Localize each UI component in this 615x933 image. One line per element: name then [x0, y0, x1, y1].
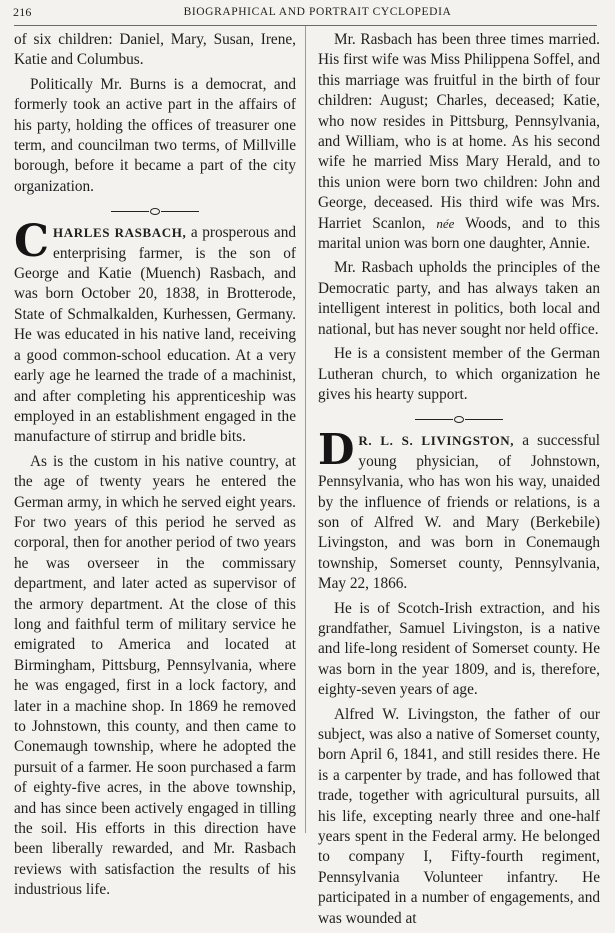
paragraph-burns-politics: Politically Mr. Burns is a democrat, and formerly took an active part in the affairs of his party, holding the offices of treasurer one term, and councilman two terms, of Millville borough, before it became a part of the city organization.	[14, 75, 296, 195]
marriages-text-b: Woods, and to this marital union was born one daughter, Annie.	[318, 214, 601, 253]
page-number: 216	[13, 5, 32, 19]
biography-livingston-text: a successful young physician, of Johnstown, Pennsylvania, who has won his way, unaided by the influence of friends or relations, is a son of Alfred W. and Mary (Berkebile) Livingston, and was born in Conemaugh township, Somerset county, Pennsylvania, May 22, 1866.	[318, 432, 600, 593]
running-title: BIOGRAPHICAL AND PORTRAIT CYCLOPEDIA	[183, 6, 452, 18]
separator-knot-icon	[150, 208, 160, 215]
separator-rule-right	[465, 419, 503, 421]
column-divider	[305, 26, 306, 833]
section-separator-ornament	[318, 410, 600, 428]
paragraph-rasbach-church: He is a consistent member of the German Lutheran church, to which organization he gives his hearty support.	[318, 345, 600, 403]
page-header	[0, 0, 615, 26]
marriages-text-a: Mr. Rasbach has been three times married. His first wife was Miss Philippena Soffel, and this marriage was fruitful in the birth of four children: August; Charles, deceased; Katie, who now resides in Pittsburg, Pennsylvania, and William, who is at home. As his second wife he married Miss Mary Herald, and to this union were born two children: John and George, deceased. His third wife was Mrs. Harriet Scanlon,	[318, 31, 600, 232]
paragraph-livingston-ancestry: He is of Scotch-Irish extraction, and his grandfather, Samuel Livingston, is a native and life-long resident of Somerset county. He was born in the year 1809, and is, therefore, eighty-seven years of age.	[318, 599, 600, 699]
right-column	[318, 30, 600, 933]
section-separator-ornament	[14, 202, 296, 220]
paragraph-rasbach-marriages	[318, 30, 600, 254]
paragraph-children-list: of six children: Daniel, Mary, Susan, Irene, Katie and Columbus.	[14, 31, 296, 69]
separator-rule-left	[415, 419, 453, 421]
separator-rule-right	[161, 211, 199, 213]
nee-italic: née	[436, 215, 455, 231]
separator-rule-left	[111, 211, 149, 213]
drop-cap-c: C	[14, 216, 50, 268]
drop-cap-d: D	[318, 425, 355, 475]
separator-knot-icon	[454, 416, 464, 423]
biography-rasbach-text: a prosperous and enterprising farmer, is the son of George and Katie (Muench) Rasbach, and was born October 20, 1838, in Brotterode, State of Schmalkalden, Kurhessen, Germany. He was educated in his native land, receiving a good common-school education. At a very early age he learned the trade of a machinist, and after completing his apprenticeship was employed in an establishment engaged in the manufacture of stirrup and bridle bits.	[14, 224, 296, 446]
biography-livingston-intro	[318, 425, 600, 594]
left-column	[14, 30, 296, 905]
biography-rasbach-intro	[14, 216, 296, 447]
paragraph-livingston-father: Alfred W. Livingston, the father of our subject, was also a native of Somerset county, born April 6, 1841, and still resides there. He is a carpenter by trade, and has followed that trade, together with agricultural pursuits, all his life, excepting nearly three and one-half years spent in the Federal army. He belonged to company I, Fifty-fourth regiment, Pennsylvania Volunteer infantry. He participated in a number of engagements, and was wounded at	[318, 705, 600, 927]
paragraph-rasbach-politics: Mr. Rasbach upholds the principles of the Democratic party, and has always taken an intelligent interest in politics, both local and national, but has never sought nor held office.	[318, 259, 600, 338]
subject-name-livingston: R. L. S. LIVINGSTON,	[358, 433, 515, 449]
paragraph-rasbach-military: As is the custom in his native country, at the age of twenty years he entered the German army, in which he served eight years. For two years of this period he served as corporal, then for another period of two years he was overseer in the commissary department, and later acted as supervisor of the armory department. At the close of this long and faithful term of military service he emigrated to America and located at Birmingham, Pittsburg, Pennsylvania, where he was engaged, first in a lock factory, and later in a machine shop. In 1869 he removed to Johnstown, this county, and then came to Conemaugh township, where he adopted the pursuit of a farmer. He soon purchased a farm of eighty-five acres, in the above township, and has since been actively engaged in tilling the soil. His efforts in this direction have been liberally rewarded, and Mr. Rasbach reviews with satisfaction the results of his industrious life.	[14, 452, 296, 899]
subject-name-rasbach: HARLES RASBACH,	[53, 225, 187, 241]
